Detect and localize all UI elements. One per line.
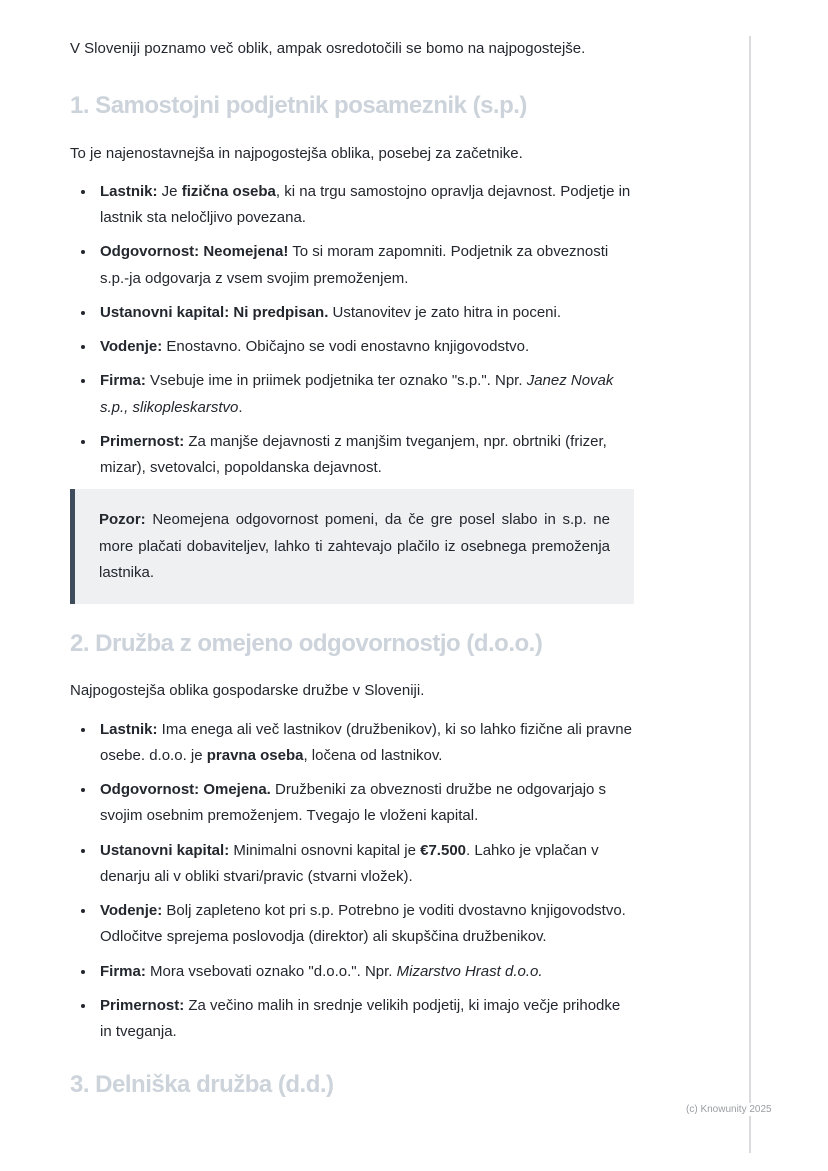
text-segment: Za manjše dejavnosti z manjšim tveganjem, npr. obrtniki (frizer, mizar), svetovalci, popoldanska dejavnost. [100,432,607,477]
copyright-footer: (c) Knowunity 2025 [686,1104,772,1115]
text-segment: Ima enega ali več lastnikov (družbenikov), ki so lahko fizične ali pravne osebe. d.o.o. je [100,720,632,764]
list-item [96,838,634,891]
text-segment: Vodenje: [100,902,163,920]
text-segment: . Lahko je vplačan v denarju ali v obliki stvari/pravic (stvarni vložek). [100,841,599,885]
text-segment: Vodenje: [100,338,163,356]
text-segment: Mizarstvo Hrast d.o.o. [396,962,543,980]
text-segment: Firma: [100,372,146,390]
text-segment: Pozor: [99,511,146,529]
document-content [70,36,634,1120]
text-segment: Vsebuje ime in priimek podjetnika ter oznako "s.p.". Npr. [145,372,527,390]
text-segment: Primernost: [100,996,185,1014]
section2-intro: Najpogostejša oblika gospodarske družbe v Sloveniji. [70,682,425,700]
text-segment: Mora vsebovati oznako "d.o.o.". Npr. [145,962,397,980]
text-segment: , ločena od lastnikov. [303,746,443,764]
section1-bullet-list [70,179,634,482]
list-item [96,239,634,292]
text-segment: Bolj zapleteno kot pri s.p. Potrebno je voditi dvostavno knjigovodstvo. Odločitve sprejema poslovodja (direktor) ali skupščina družbenikov. [100,902,626,946]
text-segment: Je [157,182,182,200]
section3-heading: 3. Delniška družba (d.d.) [70,1071,334,1099]
intro-paragraph: V Sloveniji poznamo več oblik, ampak osredotočili se bomo na najpogostejše. [70,40,586,57]
warning-callout [70,489,634,604]
list-item [96,959,634,985]
text-segment: €7.500 [420,841,467,859]
text-segment: Odgovornost: Omejena. [100,781,271,799]
section1-intro: To je najenostavnejša in najpogostejša oblika, posebej za začetnike. [70,144,523,162]
list-item [96,179,634,232]
text-segment: Ustanovni kapital: [100,841,230,859]
section2-bullet-list [70,717,634,1046]
list-item [96,300,634,326]
text-segment: pravna oseba [206,746,304,764]
text-segment: Ustanovni kapital: Ni predpisan. [100,303,329,321]
text-segment: Neomejena odgovornost pomeni, da če gre posel slabo in s.p. ne more plačati dobaviteljev, lahko ti zahtevajo plačilo iz osebnega premoženja lastnika. [99,511,610,581]
section1-heading: 1. Samostojni podjetnik posameznik (s.p.) [70,92,527,120]
warning-callout-text [99,507,610,586]
text-segment: Lastnik: [100,182,158,200]
text-segment: Za večino malih in srednje velikih podjetij, ki imajo večje prihodke in tveganja. [100,996,621,1041]
text-segment: Enostavno. Običajno se vodi enostavno knjigovodstvo. [162,338,530,356]
list-item [96,898,634,951]
text-segment: Odgovornost: Neomejena! [100,243,289,261]
list-item [96,717,634,770]
list-item [96,429,634,482]
section2-heading: 2. Družba z omejeno odgovornostjo (d.o.o.) [70,630,543,658]
list-item [96,334,634,360]
text-segment: . [238,398,243,416]
list-item [96,368,634,421]
text-segment: , ki na trgu samostojno opravlja dejavnost. Podjetje in lastnik sta neločljivo povezana. [100,182,631,227]
list-item [96,993,634,1046]
list-item [96,777,634,830]
text-segment: Primernost: [100,432,185,450]
text-segment: Lastnik: [100,720,158,738]
text-segment: Janez Novak s.p., slikopleskarstvo [100,372,614,416]
page-edge-divider [749,36,751,1153]
text-segment: To si moram zapomniti. Podjetnik za obveznosti s.p.-ja odgovarja z vsem svojim premoženjem. [100,243,609,287]
text-segment: Firma: [100,962,146,980]
text-segment: Ustanovitev je zato hitra in poceni. [328,303,562,321]
text-segment: Družbeniki za obveznosti družbe ne odgovarjajo s svojim osebnim premoženjem. Tvegajo le vloženi kapital. [100,781,607,825]
text-segment: Minimalni osnovni kapital je [229,841,421,859]
text-segment: fizična oseba [181,182,276,200]
